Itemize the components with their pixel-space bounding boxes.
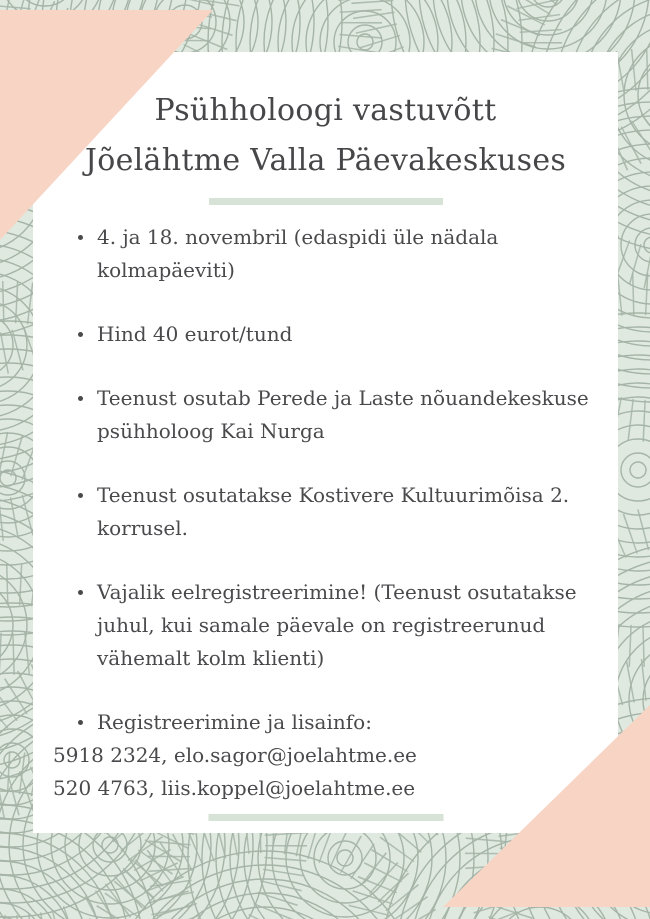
footer-accent-bar <box>208 814 443 821</box>
title-line-1: Psühholoogi vastuvõtt <box>154 93 497 128</box>
title-accent-bar <box>209 198 443 205</box>
bullet-list <box>78 221 603 739</box>
bullet-item-dates: 4. ja 18. novembril (edaspidi üle nädala kolmapäeviti) <box>78 221 603 287</box>
bullet-item-price: Hind 40 eurot/tund <box>78 318 603 351</box>
title-line-2: Jõelähtme Valla Päevakeskuses <box>84 143 567 178</box>
bullet-item-registration: Vajalik eelregistreerimine! (Teenust osutatakse juhul, kui samale päevale on registreerunud vähemalt kolm klienti) <box>78 576 603 675</box>
bullet-item-info: Registreerimine ja lisainfo: <box>78 706 603 739</box>
bullet-item-provider: Teenust osutab Perede ja Laste nõuandekeskuse psühholoog Kai Nurga <box>78 382 603 448</box>
contact-info <box>53 739 618 805</box>
contact-line-2: 520 4763, liis.koppel@joelahtme.ee <box>53 776 416 800</box>
content-card <box>33 52 618 833</box>
contact-line-1: 5918 2324, elo.sagor@joelahtme.ee <box>53 743 417 767</box>
bullet-item-location: Teenust osutatakse Kostivere Kultuurimõisa 2. korrusel. <box>78 479 603 545</box>
